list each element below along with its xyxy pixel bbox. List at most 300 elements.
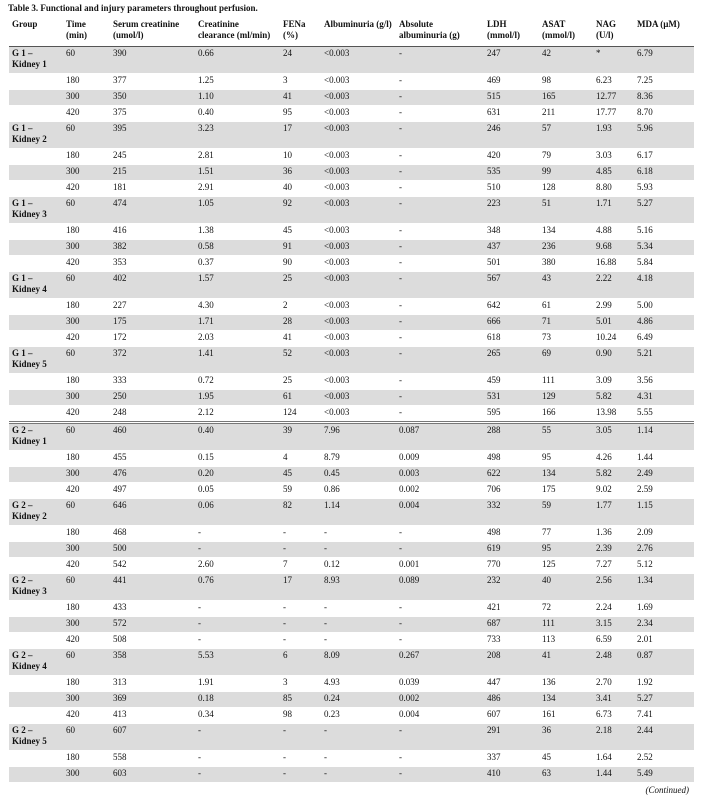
cell-mda: 1.14 xyxy=(634,423,694,451)
cell-creatinine-clearance: - xyxy=(195,526,280,542)
cell-asat: 161 xyxy=(539,708,593,724)
cell-albuminuria: <0.003 xyxy=(321,256,396,272)
cell-nag: 9.02 xyxy=(593,483,634,499)
table-row xyxy=(9,542,694,558)
cell-serum-creatinine: 433 xyxy=(110,601,195,617)
cell-ldh: 770 xyxy=(484,558,539,574)
cell-ldh: 498 xyxy=(484,526,539,542)
cell-time: 420 xyxy=(63,181,110,197)
cell-albuminuria: <0.003 xyxy=(321,240,396,256)
cell-group xyxy=(9,542,63,558)
cell-serum-creatinine: 497 xyxy=(110,483,195,499)
table-row xyxy=(9,390,694,406)
cell-asat: 45 xyxy=(539,751,593,767)
cell-group: G 1 – Kidney 4 xyxy=(9,272,63,299)
cell-group xyxy=(9,767,63,783)
cell-ldh: 348 xyxy=(484,224,539,240)
cell-asat: 59 xyxy=(539,499,593,526)
table-row xyxy=(9,374,694,390)
cell-asat: 73 xyxy=(539,331,593,347)
cell-time: 180 xyxy=(63,751,110,767)
cell-fena: 36 xyxy=(280,165,321,181)
table-row xyxy=(9,724,694,751)
cell-absolute-albuminuria: - xyxy=(396,299,484,315)
cell-ldh: 706 xyxy=(484,483,539,499)
cell-albuminuria: - xyxy=(321,751,396,767)
cell-albuminuria: - xyxy=(321,601,396,617)
table-row xyxy=(9,467,694,483)
cell-creatinine-clearance: - xyxy=(195,724,280,751)
cell-time: 180 xyxy=(63,149,110,165)
cell-albuminuria: - xyxy=(321,633,396,649)
table-row xyxy=(9,256,694,272)
cell-creatinine-clearance: 1.10 xyxy=(195,90,280,106)
cell-time: 420 xyxy=(63,331,110,347)
cell-group xyxy=(9,467,63,483)
cell-group: G 1 – Kidney 1 xyxy=(9,47,63,74)
cell-nag: 5.82 xyxy=(593,467,634,483)
cell-asat: 61 xyxy=(539,299,593,315)
cell-group xyxy=(9,526,63,542)
table-row xyxy=(9,315,694,331)
cell-fena: 28 xyxy=(280,315,321,331)
cell-mda: 8.70 xyxy=(634,106,694,122)
cell-fena: - xyxy=(280,617,321,633)
cell-absolute-albuminuria: - xyxy=(396,181,484,197)
cell-fena: - xyxy=(280,767,321,783)
cell-serum-creatinine: 250 xyxy=(110,390,195,406)
cell-nag: 13.98 xyxy=(593,406,634,423)
cell-absolute-albuminuria: - xyxy=(396,331,484,347)
cell-albuminuria: <0.003 xyxy=(321,106,396,122)
cell-nag: 4.85 xyxy=(593,165,634,181)
cell-albuminuria: 8.79 xyxy=(321,451,396,467)
cell-time: 180 xyxy=(63,299,110,315)
cell-group xyxy=(9,90,63,106)
cell-albuminuria: <0.003 xyxy=(321,315,396,331)
cell-ldh: 531 xyxy=(484,390,539,406)
cell-group xyxy=(9,224,63,240)
cell-ldh: 208 xyxy=(484,649,539,676)
cell-albuminuria: <0.003 xyxy=(321,299,396,315)
cell-creatinine-clearance: 2.60 xyxy=(195,558,280,574)
table-caption: Table 3. Functional and injury parameters throughout perfusion. xyxy=(8,3,258,13)
cell-mda: 6.49 xyxy=(634,331,694,347)
cell-creatinine-clearance: 4.30 xyxy=(195,299,280,315)
cell-fena: 40 xyxy=(280,181,321,197)
cell-nag: 4.88 xyxy=(593,224,634,240)
cell-ldh: 246 xyxy=(484,122,539,149)
cell-fena: 17 xyxy=(280,122,321,149)
cell-albuminuria: <0.003 xyxy=(321,197,396,224)
table-row xyxy=(9,601,694,617)
cell-time: 420 xyxy=(63,106,110,122)
cell-ldh: 618 xyxy=(484,331,539,347)
cell-nag: 4.26 xyxy=(593,451,634,467)
cell-fena: 92 xyxy=(280,197,321,224)
cell-absolute-albuminuria: - xyxy=(396,47,484,74)
cell-albuminuria: <0.003 xyxy=(321,272,396,299)
cell-ldh: 410 xyxy=(484,767,539,783)
cell-time: 60 xyxy=(63,347,110,374)
cell-mda: 5.12 xyxy=(634,558,694,574)
cell-mda: 4.86 xyxy=(634,315,694,331)
table-row xyxy=(9,181,694,197)
cell-serum-creatinine: 603 xyxy=(110,767,195,783)
cell-asat: 57 xyxy=(539,122,593,149)
cell-ldh: 515 xyxy=(484,90,539,106)
cell-time: 60 xyxy=(63,47,110,74)
cell-mda: 1.15 xyxy=(634,499,694,526)
cell-mda: 2.59 xyxy=(634,483,694,499)
cell-serum-creatinine: 372 xyxy=(110,347,195,374)
cell-serum-creatinine: 468 xyxy=(110,526,195,542)
cell-nag: 6.59 xyxy=(593,633,634,649)
cell-serum-creatinine: 508 xyxy=(110,633,195,649)
cell-ldh: 232 xyxy=(484,574,539,601)
cell-mda: 7.41 xyxy=(634,708,694,724)
cell-absolute-albuminuria: - xyxy=(396,315,484,331)
cell-creatinine-clearance: 1.38 xyxy=(195,224,280,240)
cell-nag: 9.68 xyxy=(593,240,634,256)
cell-fena: - xyxy=(280,542,321,558)
cell-fena: 52 xyxy=(280,347,321,374)
cell-creatinine-clearance: 1.57 xyxy=(195,272,280,299)
cell-group xyxy=(9,181,63,197)
cell-mda: 2.49 xyxy=(634,467,694,483)
cell-nag: 17.77 xyxy=(593,106,634,122)
cell-mda: 6.17 xyxy=(634,149,694,165)
cell-mda: 8.36 xyxy=(634,90,694,106)
cell-nag: 2.39 xyxy=(593,542,634,558)
cell-mda: 3.56 xyxy=(634,374,694,390)
cell-ldh: 288 xyxy=(484,423,539,451)
cell-albuminuria: <0.003 xyxy=(321,47,396,74)
cell-ldh: 622 xyxy=(484,467,539,483)
cell-absolute-albuminuria: - xyxy=(396,633,484,649)
cell-serum-creatinine: 358 xyxy=(110,649,195,676)
cell-time: 420 xyxy=(63,256,110,272)
table-row xyxy=(9,633,694,649)
cell-creatinine-clearance: 0.06 xyxy=(195,499,280,526)
col-header-group: Group xyxy=(9,18,63,47)
cell-time: 60 xyxy=(63,499,110,526)
cell-group xyxy=(9,751,63,767)
cell-albuminuria: <0.003 xyxy=(321,390,396,406)
cell-serum-creatinine: 416 xyxy=(110,224,195,240)
table-body xyxy=(9,47,694,783)
cell-time: 180 xyxy=(63,451,110,467)
cell-absolute-albuminuria: - xyxy=(396,106,484,122)
cell-creatinine-clearance: 0.40 xyxy=(195,423,280,451)
table-row xyxy=(9,451,694,467)
cell-mda: 5.49 xyxy=(634,767,694,783)
cell-albuminuria: <0.003 xyxy=(321,165,396,181)
cell-asat: 63 xyxy=(539,767,593,783)
cell-asat: 165 xyxy=(539,90,593,106)
cell-group xyxy=(9,331,63,347)
cell-group xyxy=(9,299,63,315)
cell-creatinine-clearance: 2.03 xyxy=(195,331,280,347)
table-row xyxy=(9,676,694,692)
cell-ldh: 447 xyxy=(484,676,539,692)
cell-absolute-albuminuria: 0.004 xyxy=(396,499,484,526)
cell-asat: 95 xyxy=(539,542,593,558)
cell-mda: 6.79 xyxy=(634,47,694,74)
cell-time: 420 xyxy=(63,708,110,724)
cell-nag: 2.22 xyxy=(593,272,634,299)
cell-albuminuria: <0.003 xyxy=(321,224,396,240)
cell-time: 300 xyxy=(63,542,110,558)
cell-ldh: 510 xyxy=(484,181,539,197)
cell-mda: 5.27 xyxy=(634,692,694,708)
cell-nag: 2.56 xyxy=(593,574,634,601)
cell-nag: 3.03 xyxy=(593,149,634,165)
cell-time: 180 xyxy=(63,224,110,240)
cell-mda: 7.25 xyxy=(634,74,694,90)
cell-asat: 166 xyxy=(539,406,593,423)
cell-albuminuria: - xyxy=(321,617,396,633)
col-header-absolute-albuminuria: Absolute albuminuria (g) xyxy=(396,18,484,47)
cell-nag: 3.15 xyxy=(593,617,634,633)
cell-asat: 211 xyxy=(539,106,593,122)
table-row xyxy=(9,483,694,499)
cell-serum-creatinine: 402 xyxy=(110,272,195,299)
cell-creatinine-clearance: 2.12 xyxy=(195,406,280,423)
cell-group xyxy=(9,165,63,181)
cell-mda: 6.18 xyxy=(634,165,694,181)
cell-asat: 129 xyxy=(539,390,593,406)
cell-ldh: 459 xyxy=(484,374,539,390)
table-row xyxy=(9,122,694,149)
cell-absolute-albuminuria: - xyxy=(396,724,484,751)
cell-asat: 79 xyxy=(539,149,593,165)
cell-creatinine-clearance: 1.51 xyxy=(195,165,280,181)
cell-time: 180 xyxy=(63,601,110,617)
cell-serum-creatinine: 474 xyxy=(110,197,195,224)
cell-ldh: 666 xyxy=(484,315,539,331)
table-row xyxy=(9,47,694,74)
cell-absolute-albuminuria: - xyxy=(396,224,484,240)
cell-mda: 1.92 xyxy=(634,676,694,692)
cell-serum-creatinine: 572 xyxy=(110,617,195,633)
cell-fena: 2 xyxy=(280,299,321,315)
cell-creatinine-clearance: 0.20 xyxy=(195,467,280,483)
cell-mda: 5.55 xyxy=(634,406,694,423)
cell-absolute-albuminuria: - xyxy=(396,197,484,224)
cell-serum-creatinine: 395 xyxy=(110,122,195,149)
col-header-serum-creatinine: Serum creatinine (umol/l) xyxy=(110,18,195,47)
cell-fena: 41 xyxy=(280,331,321,347)
cell-albuminuria: - xyxy=(321,542,396,558)
cell-fena: 82 xyxy=(280,499,321,526)
cell-ldh: 607 xyxy=(484,708,539,724)
cell-nag: 1.44 xyxy=(593,767,634,783)
cell-group xyxy=(9,676,63,692)
col-header-ldh: LDH (mmol/l) xyxy=(484,18,539,47)
cell-mda: 2.01 xyxy=(634,633,694,649)
table-row xyxy=(9,106,694,122)
cell-albuminuria: 8.09 xyxy=(321,649,396,676)
cell-absolute-albuminuria: 0.089 xyxy=(396,574,484,601)
cell-group xyxy=(9,633,63,649)
cell-time: 180 xyxy=(63,526,110,542)
col-header-albuminuria: Albuminuria (g/l) xyxy=(321,18,396,47)
cell-nag: 3.41 xyxy=(593,692,634,708)
cell-ldh: 421 xyxy=(484,601,539,617)
cell-group: G 2 – Kidney 4 xyxy=(9,649,63,676)
cell-albuminuria: - xyxy=(321,767,396,783)
cell-creatinine-clearance: - xyxy=(195,767,280,783)
cell-time: 60 xyxy=(63,122,110,149)
cell-creatinine-clearance: - xyxy=(195,542,280,558)
cell-group xyxy=(9,558,63,574)
cell-time: 180 xyxy=(63,374,110,390)
cell-group: G 2 – Kidney 1 xyxy=(9,423,63,451)
cell-time: 300 xyxy=(63,390,110,406)
cell-group xyxy=(9,406,63,423)
cell-fena: 24 xyxy=(280,47,321,74)
cell-albuminuria: 0.45 xyxy=(321,467,396,483)
cell-ldh: 291 xyxy=(484,724,539,751)
cell-mda: 2.34 xyxy=(634,617,694,633)
cell-mda: 4.18 xyxy=(634,272,694,299)
cell-nag: 10.24 xyxy=(593,331,634,347)
cell-serum-creatinine: 382 xyxy=(110,240,195,256)
cell-albuminuria: <0.003 xyxy=(321,347,396,374)
cell-asat: 113 xyxy=(539,633,593,649)
table-row xyxy=(9,692,694,708)
cell-albuminuria: 4.93 xyxy=(321,676,396,692)
cell-nag: 3.09 xyxy=(593,374,634,390)
cell-serum-creatinine: 455 xyxy=(110,451,195,467)
cell-nag: 2.48 xyxy=(593,649,634,676)
cell-absolute-albuminuria: - xyxy=(396,601,484,617)
cell-time: 180 xyxy=(63,676,110,692)
cell-creatinine-clearance: 0.72 xyxy=(195,374,280,390)
cell-fena: 91 xyxy=(280,240,321,256)
cell-creatinine-clearance: 1.25 xyxy=(195,74,280,90)
table-row xyxy=(9,423,694,451)
cell-absolute-albuminuria: - xyxy=(396,374,484,390)
cell-serum-creatinine: 413 xyxy=(110,708,195,724)
cell-time: 60 xyxy=(63,423,110,451)
cell-serum-creatinine: 333 xyxy=(110,374,195,390)
cell-fena: - xyxy=(280,633,321,649)
cell-creatinine-clearance: 2.91 xyxy=(195,181,280,197)
cell-albuminuria: <0.003 xyxy=(321,331,396,347)
cell-nag: * xyxy=(593,47,634,74)
cell-albuminuria: - xyxy=(321,526,396,542)
cell-absolute-albuminuria: 0.087 xyxy=(396,423,484,451)
cell-absolute-albuminuria: - xyxy=(396,751,484,767)
cell-mda: 1.34 xyxy=(634,574,694,601)
cell-ldh: 332 xyxy=(484,499,539,526)
cell-albuminuria: <0.003 xyxy=(321,181,396,197)
cell-nag: 6.23 xyxy=(593,74,634,90)
cell-time: 300 xyxy=(63,467,110,483)
cell-serum-creatinine: 369 xyxy=(110,692,195,708)
table-row xyxy=(9,767,694,783)
table-row xyxy=(9,299,694,315)
cell-fena: 61 xyxy=(280,390,321,406)
cell-nag: 3.05 xyxy=(593,423,634,451)
cell-group xyxy=(9,692,63,708)
cell-nag: 0.90 xyxy=(593,347,634,374)
table-row xyxy=(9,149,694,165)
cell-fena: 39 xyxy=(280,423,321,451)
cell-time: 300 xyxy=(63,767,110,783)
cell-absolute-albuminuria: - xyxy=(396,406,484,423)
cell-serum-creatinine: 313 xyxy=(110,676,195,692)
cell-absolute-albuminuria: 0.004 xyxy=(396,708,484,724)
cell-creatinine-clearance: 1.95 xyxy=(195,390,280,406)
cell-absolute-albuminuria: 0.002 xyxy=(396,483,484,499)
cell-serum-creatinine: 181 xyxy=(110,181,195,197)
cell-asat: 43 xyxy=(539,272,593,299)
cell-creatinine-clearance: 0.18 xyxy=(195,692,280,708)
cell-creatinine-clearance: 0.15 xyxy=(195,451,280,467)
table-row xyxy=(9,331,694,347)
cell-absolute-albuminuria: 0.003 xyxy=(396,467,484,483)
table-row xyxy=(9,406,694,423)
cell-serum-creatinine: 646 xyxy=(110,499,195,526)
cell-fena: - xyxy=(280,724,321,751)
cell-albuminuria: 7.96 xyxy=(321,423,396,451)
cell-time: 60 xyxy=(63,574,110,601)
cell-ldh: 337 xyxy=(484,751,539,767)
cell-nag: 6.73 xyxy=(593,708,634,724)
cell-creatinine-clearance: - xyxy=(195,633,280,649)
table-row xyxy=(9,165,694,181)
cell-asat: 128 xyxy=(539,181,593,197)
cell-asat: 40 xyxy=(539,574,593,601)
cell-mda: 4.31 xyxy=(634,390,694,406)
cell-serum-creatinine: 375 xyxy=(110,106,195,122)
cell-mda: 1.44 xyxy=(634,451,694,467)
cell-time: 420 xyxy=(63,633,110,649)
cell-mda: 5.27 xyxy=(634,197,694,224)
cell-asat: 136 xyxy=(539,676,593,692)
cell-nag: 12.77 xyxy=(593,90,634,106)
table-row xyxy=(9,558,694,574)
cell-fena: 90 xyxy=(280,256,321,272)
cell-creatinine-clearance: 0.34 xyxy=(195,708,280,724)
cell-nag: 16.88 xyxy=(593,256,634,272)
cell-nag: 2.70 xyxy=(593,676,634,692)
cell-asat: 134 xyxy=(539,692,593,708)
cell-nag: 1.71 xyxy=(593,197,634,224)
cell-fena: 7 xyxy=(280,558,321,574)
cell-time: 420 xyxy=(63,483,110,499)
cell-creatinine-clearance: 0.05 xyxy=(195,483,280,499)
cell-mda: 2.76 xyxy=(634,542,694,558)
cell-mda: 5.21 xyxy=(634,347,694,374)
cell-asat: 72 xyxy=(539,601,593,617)
cell-creatinine-clearance: 5.53 xyxy=(195,649,280,676)
cell-serum-creatinine: 542 xyxy=(110,558,195,574)
cell-nag: 1.77 xyxy=(593,499,634,526)
cell-group: G 1 – Kidney 2 xyxy=(9,122,63,149)
cell-ldh: 733 xyxy=(484,633,539,649)
cell-fena: 17 xyxy=(280,574,321,601)
cell-ldh: 567 xyxy=(484,272,539,299)
cell-group xyxy=(9,708,63,724)
cell-absolute-albuminuria: 0.039 xyxy=(396,676,484,692)
cell-serum-creatinine: 441 xyxy=(110,574,195,601)
cell-serum-creatinine: 175 xyxy=(110,315,195,331)
cell-time: 60 xyxy=(63,197,110,224)
